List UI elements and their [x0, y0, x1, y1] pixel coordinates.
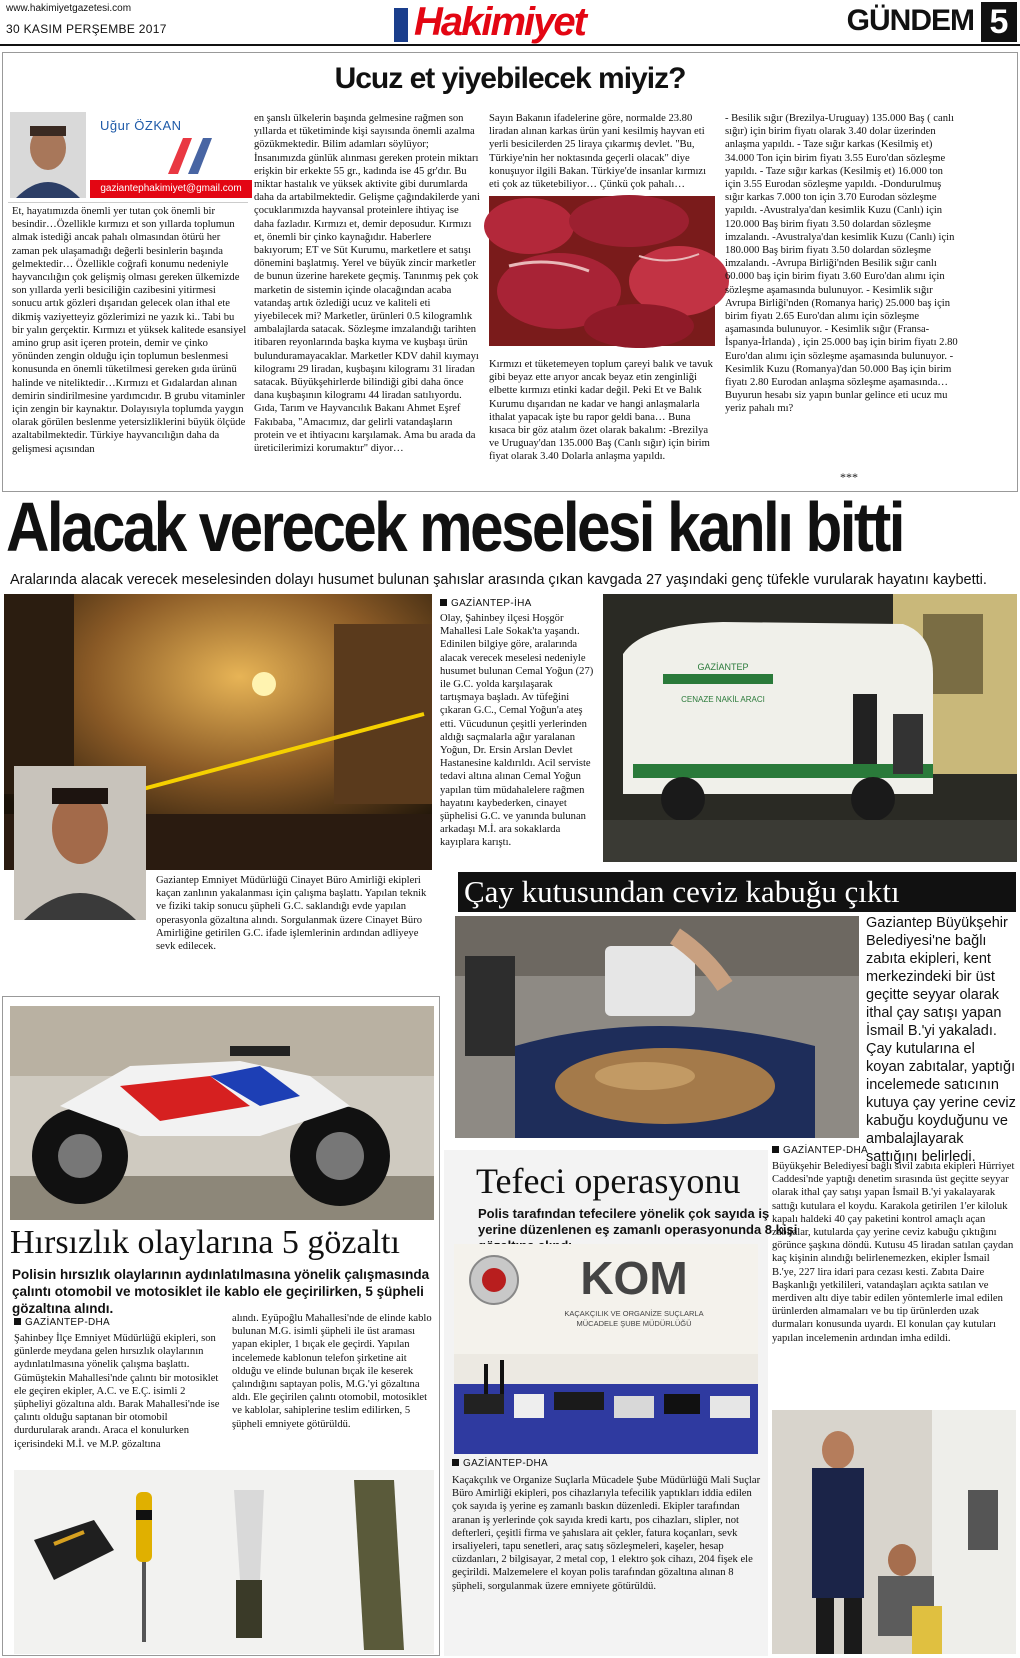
site-url[interactable]: www.hakimiyetgazetesi.com	[6, 3, 132, 14]
hirsizlik-body-1: Şahinbey İlçe Emniyet Müdürlüğü ekipleri, son günlerde meydana gelen hırsızlık olaylarının aydınlatılmasına yönelik çalışma başlattı. Gümüştekin Mahallesi'nde çalıntı bir motosiklet ele geçiren ekipler, A.C. ve E.Ç. isimli 2 şüpheliyi gözaltına aldı. Barak Mahallesi'nde ise çalıntı olduğu saptanan bir otomobil durdurularak arandı. Araca el konulurken içerisindeki M.İ. ve M.P. gözaltına	[14, 1333, 220, 1450]
motorcycle-photo	[10, 1006, 434, 1220]
tefeci-body: Kaçakçılık ve Organize Suçlarla Mücadele Şube Müdürlüğü Mali Suçlar Büro Amirliği ekipleri, pos cihazlarıyla tefecilik yaptıkları iddia edilen çok sayıda iş yerine eş zamanlı baskın düzenledi. Ekipler tarafından aranan iş yerlerinde çok sayıda kredi kartı, pos cihazları, slipler, not defterleri, çeşitli firma ve şahıslara ait çekler, fatura koçanları, sevk irsaliyeleri, tapu senetleri, araç satış sözleşmeleri, kaşeler, hesap cüzdanları, 2 bilgisayar, 2 metal cop, 1 elektro şok cihazı, 204 fişek ele geçirildi. Malzemelere el koyan polis tarafından gözaltına alınan 8 şüpheli, sorgulanmak üzere emniyete götürüldü.	[452, 1475, 761, 1592]
author-box	[8, 110, 248, 203]
cay-body: Büyükşehir Belediyesi bağlı sivil zabıta ekipleri Hürriyet Caddesi'nde yaptığı denetim sırasında üst geçitte seyyar olarak ithal çay satışı yapan İsmail B.'yi yakalayarak sattığı kutulara el koydu. Karakola getirilen 1'er kiloluk kapalı haldeki 40 çay paketini kontrol amaçlı açan zabıtalar, kutularda çay yerine ceviz kabuğu çıktığını görünce şaşkına döndü. Kutusu 45 liradan satılan çaydan kaç kişinin alındığı belirlenemezken, ekipler İsmail B.'ye, 227 lira idari para cezası kesti. Zabıta Daire Başkanlığı yetkilileri, vatandaşları açıkta satılan ve merdiven altı diye tabir edilen yöntemlerle imal edilen ürünlerden almamaları ve bu tip ürünlerden uzak durmaları konusunda uyardı. El konulan çay kutuları yapılan incelemenin ardından imha edildi.	[772, 1161, 1015, 1344]
author-photo	[10, 112, 86, 198]
tefeci-headline: Tefeci operasyonu	[476, 1161, 741, 1201]
main-subhead: Aralarında alacak verecek meselesinden dolayı husumet bulunan şahıslar arasında çıkan kavgada 27 yaşındaki genç tüfekle vurularak hayatını kaybetti.	[10, 572, 987, 588]
cay-headline: Çay kutusundan ceviz kabuğu çıktı	[458, 872, 1016, 912]
author-name: Uğur ÖZKAN	[100, 118, 182, 133]
column-text-3a: Sayın Bakanın ifadelerine göre, normalde 23.80 liradan alınan karkas ürün yani kesilmiş hayvan eti yerli besicilerden 25 liraya çıkarmış devlet. "Bu, Türkiye'nin her noktasında geçerli olacak" diye konuşuyor ilgili Bakan. Türkiye'de insanlar kırmızı eti çok az tüketebiliyor… Çünkü çok pahalı…	[489, 113, 707, 191]
tefeci-source: GAZİANTEP-DHA	[452, 1458, 548, 1469]
kom-seizure-photo	[454, 1244, 758, 1454]
logo-wordmark: Hakimiyet	[414, 0, 585, 44]
column-title: Ucuz et yiyebilecek miyiz?	[334, 62, 686, 95]
hirsizlik-source: GAZİANTEP-DHA	[14, 1317, 110, 1328]
main-body: Olay, Şahinbey ilçesi Hoşgör Mahallesi Lale Sokak'ta yaşandı. Edinilen bilgiye göre, aralarında alacak verecek meselesi nedeniyle husumet bulunan Cemal Yoğun (27) ile G.C. yolda karşılaşarak tartışmaya başladı. Av tüfeğini çıkaran G.C., Cemal Yoğun'a ateş etti. Vücudunun çeşitli yerlerinden aldığı saçmalarla ağır yaralanan Yoğun, Dr. Ersin Arslan Devlet Hastanesine kaldırıldı. Acil serviste tedavi altına alınan Cemal Yoğun yapılan tüm müdahalelere rağmen hayatını kaybederken, cinayet şüphelisi G.C. ve yanında bulunan arkadaşı M.İ. ara sokaklarda kayıplara karıştı.	[440, 613, 594, 849]
hearse-photo	[603, 594, 1017, 862]
main-body-continued: Gaziantep Emniyet Müdürlüğü Cinayet Büro Amirliği ekipleri kaçan zanlının yakalanması için çalışma başlattı. Yapılan teknik ve fiziki takip sonucu şüpheli G.C. saklandığı evde yapılan operasyonla gözaltına alındı. Sorgulanmak üzere Cinayet Büro Amirliğine getirilen G.C. ifade işlemlerinin ardından adliyeye sevk edilecek.	[156, 875, 427, 953]
main-headline: Alacak verecek meselesi kanlı bitti	[6, 488, 903, 566]
ambulance-label-city: GAZİANTEP	[697, 662, 749, 672]
victim-photo	[14, 766, 146, 920]
hirsizlik-body-2: alındı. Eyüpoğlu Mahallesi'nde de elinde kablo bulunan M.G. isimli şüpheli ile üst araması yapan ekipler, 1 bıçak ele geçirdi. Yapılan incelemede kablonun telefon şirketine ait olduğu ve elinde bulunan bıçak ile keserek çalındığını saptayan polis, M.G.'yi gözaltına aldı. Ele geçirilen çalıntı otomobil, motosiklet ve kablolar, sahiplerine teslim edilirken, 5 şüpheli emniyete götürüldü.	[232, 1313, 432, 1430]
column-end-mark: ***	[840, 470, 858, 484]
kom-sign-line1: KAÇAKÇILIK VE ORGANİZE SUÇLARLA	[564, 1309, 704, 1318]
tefeci-subhead: Polis tarafından tefecilere yönelik çok sayıda iş yerine düzenlenen eş zamanlı operasyonunda 8 kişi	[478, 1206, 798, 1237]
decorative-h-icon	[158, 136, 218, 176]
hirsizlik-headline: Hırsızlık olaylarına 5 gözaltı	[10, 1224, 400, 1261]
newspaper-logo[interactable]	[392, 2, 610, 44]
meat-photo	[489, 196, 715, 346]
author-email[interactable]: gaziantephakimiyet@gmail.com	[90, 180, 252, 198]
column-text-3b: Kırmızı et tüketemeyen toplum çareyi balık ve tavuk gibi beyaz ette arıyor ancak beyaz etin zenginliği elbette kırmızı etinki kadar değil. Peki Et ve Balık Kurumu dışarıdan ne kadar ve hangi anlaşmalarla ithalat yapacak işte bu rapor geldi bana… Buna kısaca bir göz atalım özet olarak bakalım: -Brezilya ve Uruguay'dan 135.000 Baş (Canlı sığır) için birim fiyat olarak 3.40 Dolarla anlaşma yapıldı.	[489, 359, 713, 463]
vendor-photo	[772, 1410, 1016, 1654]
hirsizlik-subhead: Polisin hırsızlık olaylarının aydınlatılmasına yönelik çalışmasında çalıntı otomobil ve motosiklet ile kablo ele geçirilirken, 5 şüpheli gözaltına alındı.	[12, 1267, 430, 1316]
cay-subhead: Gaziantep Büyükşehir Belediyesi'ne bağlı zabıta ekipleri, kent merkezindeki bir üst geçitte seyyar olarak ithal çay satışı yapan İsmail B.'yi yakaladı. Çay kutularına el koyan zabıtalar, yaptığı incelemede satıcının kutuya çay yerine ceviz kabuğu koyduğunu ve ambalajlayarak sattığını belirledi.	[866, 915, 1016, 1165]
masthead-rule	[0, 44, 1020, 46]
ambulance-label-type: CENAZE NAKİL ARACI	[681, 695, 765, 704]
page-number: 5	[981, 2, 1017, 42]
kom-sign-big: KOM	[580, 1252, 688, 1304]
seized-tools-photo	[14, 1470, 434, 1654]
kom-sign-line2: MÜCADELE ŞUBE MÜDÜRLÜĞÜ	[576, 1319, 692, 1328]
main-source: GAZİANTEP-İHA	[440, 598, 532, 609]
column-text-2: en şanslı ülkelerin başında gelmesine rağmen son yıllarda et tüketiminde kişi sayısında önemli azalma gözükmektedir. Bilim adamları söylüyor; İnsanımızda günlük alınması gereken protein miktarı erişkin bir erkekte 55 gr., kadında ise 45 gr'dır. Bu miktar hastalık ve yüksek aktivite gibi durumlarda daha da artabilmektedir. Gelişme çağındakilerde yani çocuklarımızda hayvansal proteinlere ihtiyaç ise daha fazladır. Kırmızı et, demir deposudur. Kırmızı et, önemli bir çinko kaynağıdır. Haberlere bakıyorum; ET ve Süt Kurumu, marketlere et satışı dönemini başlatmış. Yerel ve büyük zincir marketler de bunun üzerine harekete geçmiş. Tanınmış pek çok marketin de sistemin içinde olacağından acaba vatandaş artık özlediği ucuz ve kaliteli eti yiyebilecek mi? Marketler, ürünleri 0.5 kilogramlık ambalajlarda satacak. Sözleşme imzalandığı tarihten itibaren reyonlarında başka kıyma ve kuşbaşı ürün bulunduramayacaklar. Marketler KDV dahil kıymayı kilogramı 29 liradan, kuşbaşını kilogramı 31 liradan satacak. Büyükşehirlerde bilindiği gibi daha önce dana kuşbaşının kilogramı 44 liradan satılıyordu. Gıda, Tarım ve Hayvancılık Bakanı Ahmet Eşref Fakıbaba, "Amacımız, dar gelirli vatandaşların protein ve et ihtiyacını karşılamak. Ama bu arada da üreticilerimizi korumaktır" diyor…	[254, 113, 480, 455]
cay-source: GAZİANTEP-DHA	[772, 1145, 868, 1156]
column-text-4: - Besilik sığır (Brezilya-Uruguay) 135.000 Baş ( canlı sığır) için birim fiyatı olarak 3.40 dolar üzerinden anlaşma yapıldı. - Taze sığır karkas (Kesilmiş et) 34.000 Ton için birim fiyatı 3.55 Euro'dan sözleşme yapıldı. - Taze sığır karkas (Kesilmiş et) 16.000 ton için 3.55 Eurodan sözleşme yapıldı. -Dondurulmuş sığır karkas 7.000 ton için 3.70 Eurodan sözleşme yapıldı. -Avustralya'dan kesimlik Kuzu (Canlı) için 120.000 Baş birim fiyatı 3.50 dolardan sözleşme imzalandı. -Avustralya'dan kesimlik Kuzu (Canlı) için 180.000 Baş birim fiyatı 3.50 dolardan sözleşme imzalandı. -Avrupa Birliği'nden Besilik sığır canlı 60.000 baş için birim fiyatı 3.60 Euro'dan alımı için sözleşme aşamasında bulunuyor. - Kesimlik sığır Avrupa Birliği'nden (Romanya hariç) 25.000 baş için birim fiyatı 2.65 Euro'dan alımı için sözleşme aşamasında bulunuyor. - Kesimlik sığır (Fransa-İspanya-İrlanda) , için 25.000 baş için birim fiyatı 2.80 Euro'dan alımı için sözleşme aşamasında bulunuyor. - Kesimlik Kuzu (Romanya)'dan 50.000 Baş için birim fiyatı 2.80 Eurodan anlaşma sözleşme aşamasında… Buyurun hesabı siz yapın bunlar gelince eti ucuz mu yeriz pahalı mı?	[725, 113, 958, 415]
section-name: GÜNDEM	[846, 4, 974, 37]
column-text-1: Et, hayatımızda önemli yer tutan çok önemli bir besindir…Özellikle kırmızı et son yıllarda toplumun almak istediği ancak pahalı olmasından ötürü her zaman pek ulaşamadığı değerli besinlerin başında gelmektedir… Özellikle coğrafi konumu nedeniyle hayvancılığın çok gelişmiş olması gereken ülkemizde son yıllarda yerli besiciliğin cazibesini yitirmesi sonucu artık gözleri dışarıdan gelecek olan ithal ete dikmiş vaziyetteyiz gözlerimizi ne yazık ki.. Tabi bu bir yalın gerçektir. Kırmızı et yüksek kalitede esansiyel amino grup asit içeren protein, demir ve çinko yönünden zengin olduğu için toplumun beslenmesi konusunda en önemli tüketilmesi gereken gıda ürünü halinde ve niteliktedir…Kırmızı et Gıdalardan alınan demirin sindirilmesine yardımcıdır. B grubu vitaminler için zengin bir kaynaktır. Dolayısıyla toplumda yaygın olarak görülen beslenme yetersizliklerini büyük ölçüde azaltabilmektedir. Türkiye hayvancılığın daha da gelişmesi açısından	[12, 206, 247, 455]
walnut-shell-photo	[455, 916, 859, 1138]
issue-date: 30 KASIM PERŞEMBE 2017	[6, 22, 167, 36]
logo-mark-icon	[394, 8, 408, 42]
